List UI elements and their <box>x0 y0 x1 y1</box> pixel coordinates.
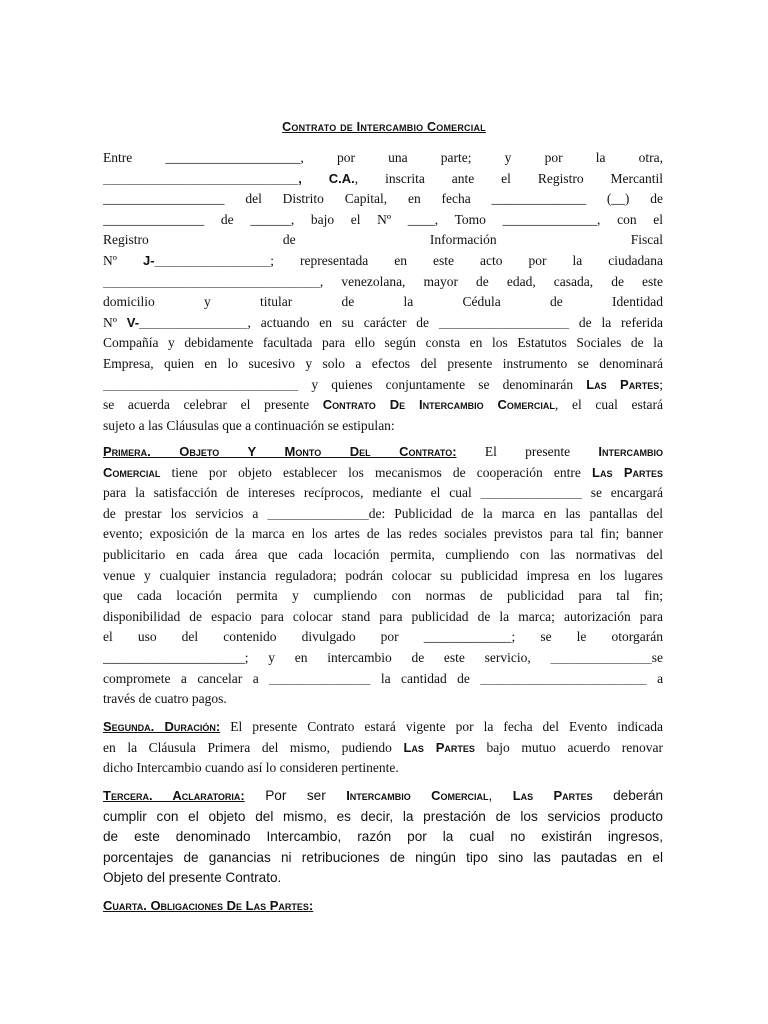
text-line: el uso del contenido divulgado por _____________; se le otorgarán <box>103 629 663 645</box>
text-line: __________________ del Distrito Capital, en fecha ______________ (__) de <box>103 191 663 207</box>
text-line <box>103 896 663 917</box>
intro-paragraph <box>103 148 663 436</box>
text-line: _____________________; y en intercambio de este servicio, ______________se <box>103 649 663 665</box>
text-line: de este denominado Intercambio, razón por la cual no existirán ingresos, <box>103 829 663 845</box>
text-line: _______________ de ______, bajo el Nº ____, Tomo ______________, con el <box>103 211 663 227</box>
clause-heading: Primera. Objeto Y Monto Del Contrato: <box>103 444 457 459</box>
text-line: Tercera. Aclaratoria: Por ser Intercambio Comercial, Las Partes deberán <box>103 788 663 803</box>
clause-heading: Tercera. Aclaratoria: <box>103 788 245 803</box>
clause-tercera <box>103 786 663 889</box>
text-line: sujeto a las Cláusulas que a continuación se estipulan: <box>103 417 395 433</box>
text-line: publicitario en cada área que cada locación permita, cumpliendo con las normativas del <box>103 546 663 562</box>
text-line: Nº J-________________; representada en este acto por la ciudadana <box>103 252 663 268</box>
text-line: en la Cláusula Primera del mismo, pudiendo Las Partes bajo mutuo acuerdo renovar <box>103 739 663 755</box>
text-line: Registro de Información Fiscal <box>103 232 663 248</box>
text-line: Objeto del presente Contrato. <box>103 870 282 886</box>
text-line: ___________________________ y quienes conjuntamente se denominarán Las Partes; <box>103 376 663 392</box>
clause-heading: Segunda. Duración: <box>103 719 221 734</box>
text-line: porcentajes de ganancias ni retribuciones de ningún tipo sino las pautadas en el <box>103 849 663 865</box>
text-line: disponibilidad de espacio para colocar stand para publicidad de la marca; autorización para <box>103 608 663 624</box>
text-line: Comercial tiene por objeto establecer los mecanismos de cooperación entre Las Partes <box>103 464 663 480</box>
text-line: Empresa, quien en lo sucesivo y solo a efectos del presente instrumento se denominará <box>103 355 663 371</box>
text-line: para la satisfacción de intereses recíprocos, mediante el cual ______________ se encargará <box>103 485 663 501</box>
text-line: domicilio y titular de la Cédula de Identidad <box>103 294 663 310</box>
text-line: Compañía y debidamente facultada para ello según consta en los Estatutos Sociales de la <box>103 335 663 351</box>
text-line: Segunda. Duración: El presente Contrato estará vigente por la fecha del Evento indicada <box>103 719 663 734</box>
text-line: evento; exposición de la marca en los artes de las redes sociales previstos para tal fin; banner <box>103 526 663 542</box>
text-line: venue y cualquier instancia reguladora; podrán colocar su publicidad impresa en los lugares <box>103 567 663 583</box>
text-line: Nº V-_______________, actuando en su carácter de __________________ de la referida <box>103 314 663 330</box>
text-line: de prestar los servicios a ______________de: Publicidad de la marca en las pantallas del <box>103 505 663 521</box>
text-line: que cada locación permita y cumpliendo con normas de publicidad para tal fin; <box>103 588 663 604</box>
text-line: compromete a cancelar a ______________ la cantidad de _______________________ a <box>103 670 663 686</box>
text-line: ______________________________, venezolana, mayor de edad, casada, de este <box>103 273 663 289</box>
text-line: Primera. Objeto Y Monto Del Contrato: El presente Intercambio <box>103 444 663 459</box>
clause-segunda <box>103 717 663 779</box>
document-title: Contrato de Intercambio Comercial <box>282 120 486 134</box>
text-line: ___________________________, C.A., inscrita ante el Registro Mercantil <box>103 170 663 186</box>
clause-primera <box>103 442 663 710</box>
clause-cuarta <box>103 896 663 917</box>
text-line: cumplir con el objeto del mismo, es decir, la prestación de los servicios producto <box>103 808 663 824</box>
clause-heading: Cuarta. Obligaciones De Las Partes: <box>103 898 314 913</box>
text-line: Entre ____________________, por una parte; y por la otra, <box>103 150 663 165</box>
text-line: través de cuatro pagos. <box>103 691 227 707</box>
text-line: se acuerda celebrar el presente Contrato De Intercambio Comercial, el cual estará <box>103 397 663 413</box>
text-line: dicho Intercambio cuando así lo consideren pertinente. <box>103 760 399 776</box>
